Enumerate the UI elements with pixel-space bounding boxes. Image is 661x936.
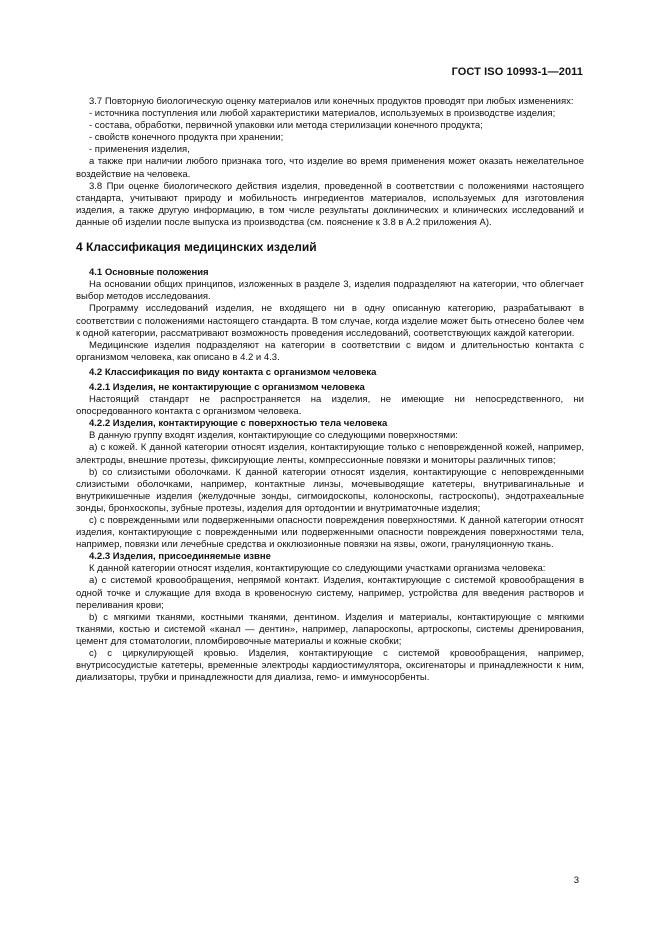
list-item: с) с поврежденными или подверженными опасности повреждения поверхностями. К данной категории относят изделия, контактирующие с поврежденными или подверженными опасности повреждения поверхностями тела, например, повязки или лечебные средства и окклюзионные повязки на язвы, ожоги, грануляционную ткань. bbox=[76, 515, 584, 551]
list-item: - состава, обработки, первичной упаковки или метода стерилизации конечного продукта; bbox=[89, 120, 483, 132]
list-item: - применения изделия, bbox=[89, 144, 190, 156]
list-item: а) с системой кровообращения, непрямой контакт. Изделия, контактирующие с системой кровообращения в одной точке и служащие для входа в кровеносную систему, например, устройства для введения растворов и переливания крови; bbox=[76, 575, 584, 611]
page-number: 3 bbox=[573, 875, 579, 886]
subsection-4-1-heading: 4.1 Основные положения bbox=[89, 267, 209, 279]
standard-header: ГОСТ ISO 10993-1—2011 bbox=[451, 66, 583, 78]
paragraph: а также при наличии любого признака того, что изделие во время применения может оказать нежелательное воздействие на человека. bbox=[76, 156, 584, 180]
section-4-heading: 4 Классификация медицинских изделий bbox=[76, 240, 317, 255]
paragraph: На основании общих принципов, изложенных в разделе 3, изделия подразделяют на категории, что облегчает выбор методов исследования. bbox=[76, 279, 584, 303]
paragraph: Программу исследований изделия, не входящего ни в одну описанную категорию, разрабатывают в соответствии с положениями настоящего стандарта. В том случае, когда изделие может быть отнесено более чем к одной категории, рассматривают возможность проведения исследований, соответствующих каждой категории. bbox=[76, 303, 584, 339]
list-item: а) с кожей. К данной категории относят изделия, контактирующие только с неповрежденной кожей, например, электроды, внешние протезы, фиксирующие ленты, компрессионные повязки и мониторы различных типов; bbox=[76, 442, 584, 466]
paragraph-3-8: 3.8 При оценке биологического действия изделия, проведенной в соответствии с положениями настоящего стандарта, учитывают природу и мобильность ингредиентов материалов, используемых для изготовления изделия, а также другую информацию, в том числе результаты доклинических и клинических исследований и данные об изделии после выпуска из производства (см. пояснение к 3.8 в А.2 приложения А). bbox=[76, 180, 584, 228]
list-item: - источника поступления или любой характеристики материалов, используемых в производстве изделия; bbox=[89, 108, 556, 120]
subsection-4-2-heading: 4.2 Классификация по виду контакта с организмом человека bbox=[89, 366, 377, 378]
list-item: b) со слизистыми оболочками. К данной категории относят изделия, контактирующие с неповрежденными слизистыми оболочками, например, контактные линзы, мочевыводящие катетеры, внутривагинальные и внутрикишечные изделия (желудочные зонды, сигмоидоскопы, колоноскопы, гастроскопы), эндотрахеальные зонды, бронхоскопы, зубные протезы, изделия для ортодонтии и внутриматочные изделия; bbox=[76, 466, 584, 514]
subsection-4-2-2-heading: 4.2.2 Изделия, контактирующие с поверхностью тела человека bbox=[89, 418, 388, 430]
list-item: b) с мягкими тканями, костными тканями, дентином. Изделия и материалы, контактирующие с мягкими тканями, костью и системой «канал — дентин», например, лапароскопы, артроскопы, системы дренирования, цемент для стоматологии, пломбировочные материалы и кожные скобки; bbox=[76, 611, 584, 647]
document-body bbox=[76, 96, 584, 684]
paragraph: К данной категории относят изделия, контактирующие со следующими участками организма человека: bbox=[89, 563, 546, 575]
subsection-4-2-3-heading: 4.2.3 Изделия, присоединяемые извне bbox=[89, 551, 271, 563]
subsection-4-2-1-heading: 4.2.1 Изделия, не контактирующие с организмом человека bbox=[89, 381, 365, 393]
paragraph: Медицинские изделия подразделяют на категории в соответствии с видом и длительностью контакта с организмом человека, как описано в 4.2 и 4.3. bbox=[76, 339, 584, 363]
paragraph: Настоящий стандарт не распространяется на изделия, не имеющие ни непосредственного, ни опосредованного контакта с организмом человека. bbox=[76, 394, 584, 418]
paragraph: В данную группу входят изделия, контактирующие со следующими поверхностями: bbox=[89, 430, 458, 442]
paragraph-3-7: 3.7 Повторную биологическую оценку материалов или конечных продуктов проводят при любых изменениях: bbox=[89, 96, 574, 107]
list-item: - свойств конечного продукта при хранении; bbox=[89, 132, 284, 144]
list-item: с) с циркулирующей кровью. Изделия, контактирующие с системой кровообращения, например, внутрисосудистые катетеры, временные электроды кардиостимулятора, оксигенаторы и принадлежности к ним, диализаторы, трубки и принадлежности для диализа, гемо- и иммуносорбенты. bbox=[76, 648, 584, 684]
